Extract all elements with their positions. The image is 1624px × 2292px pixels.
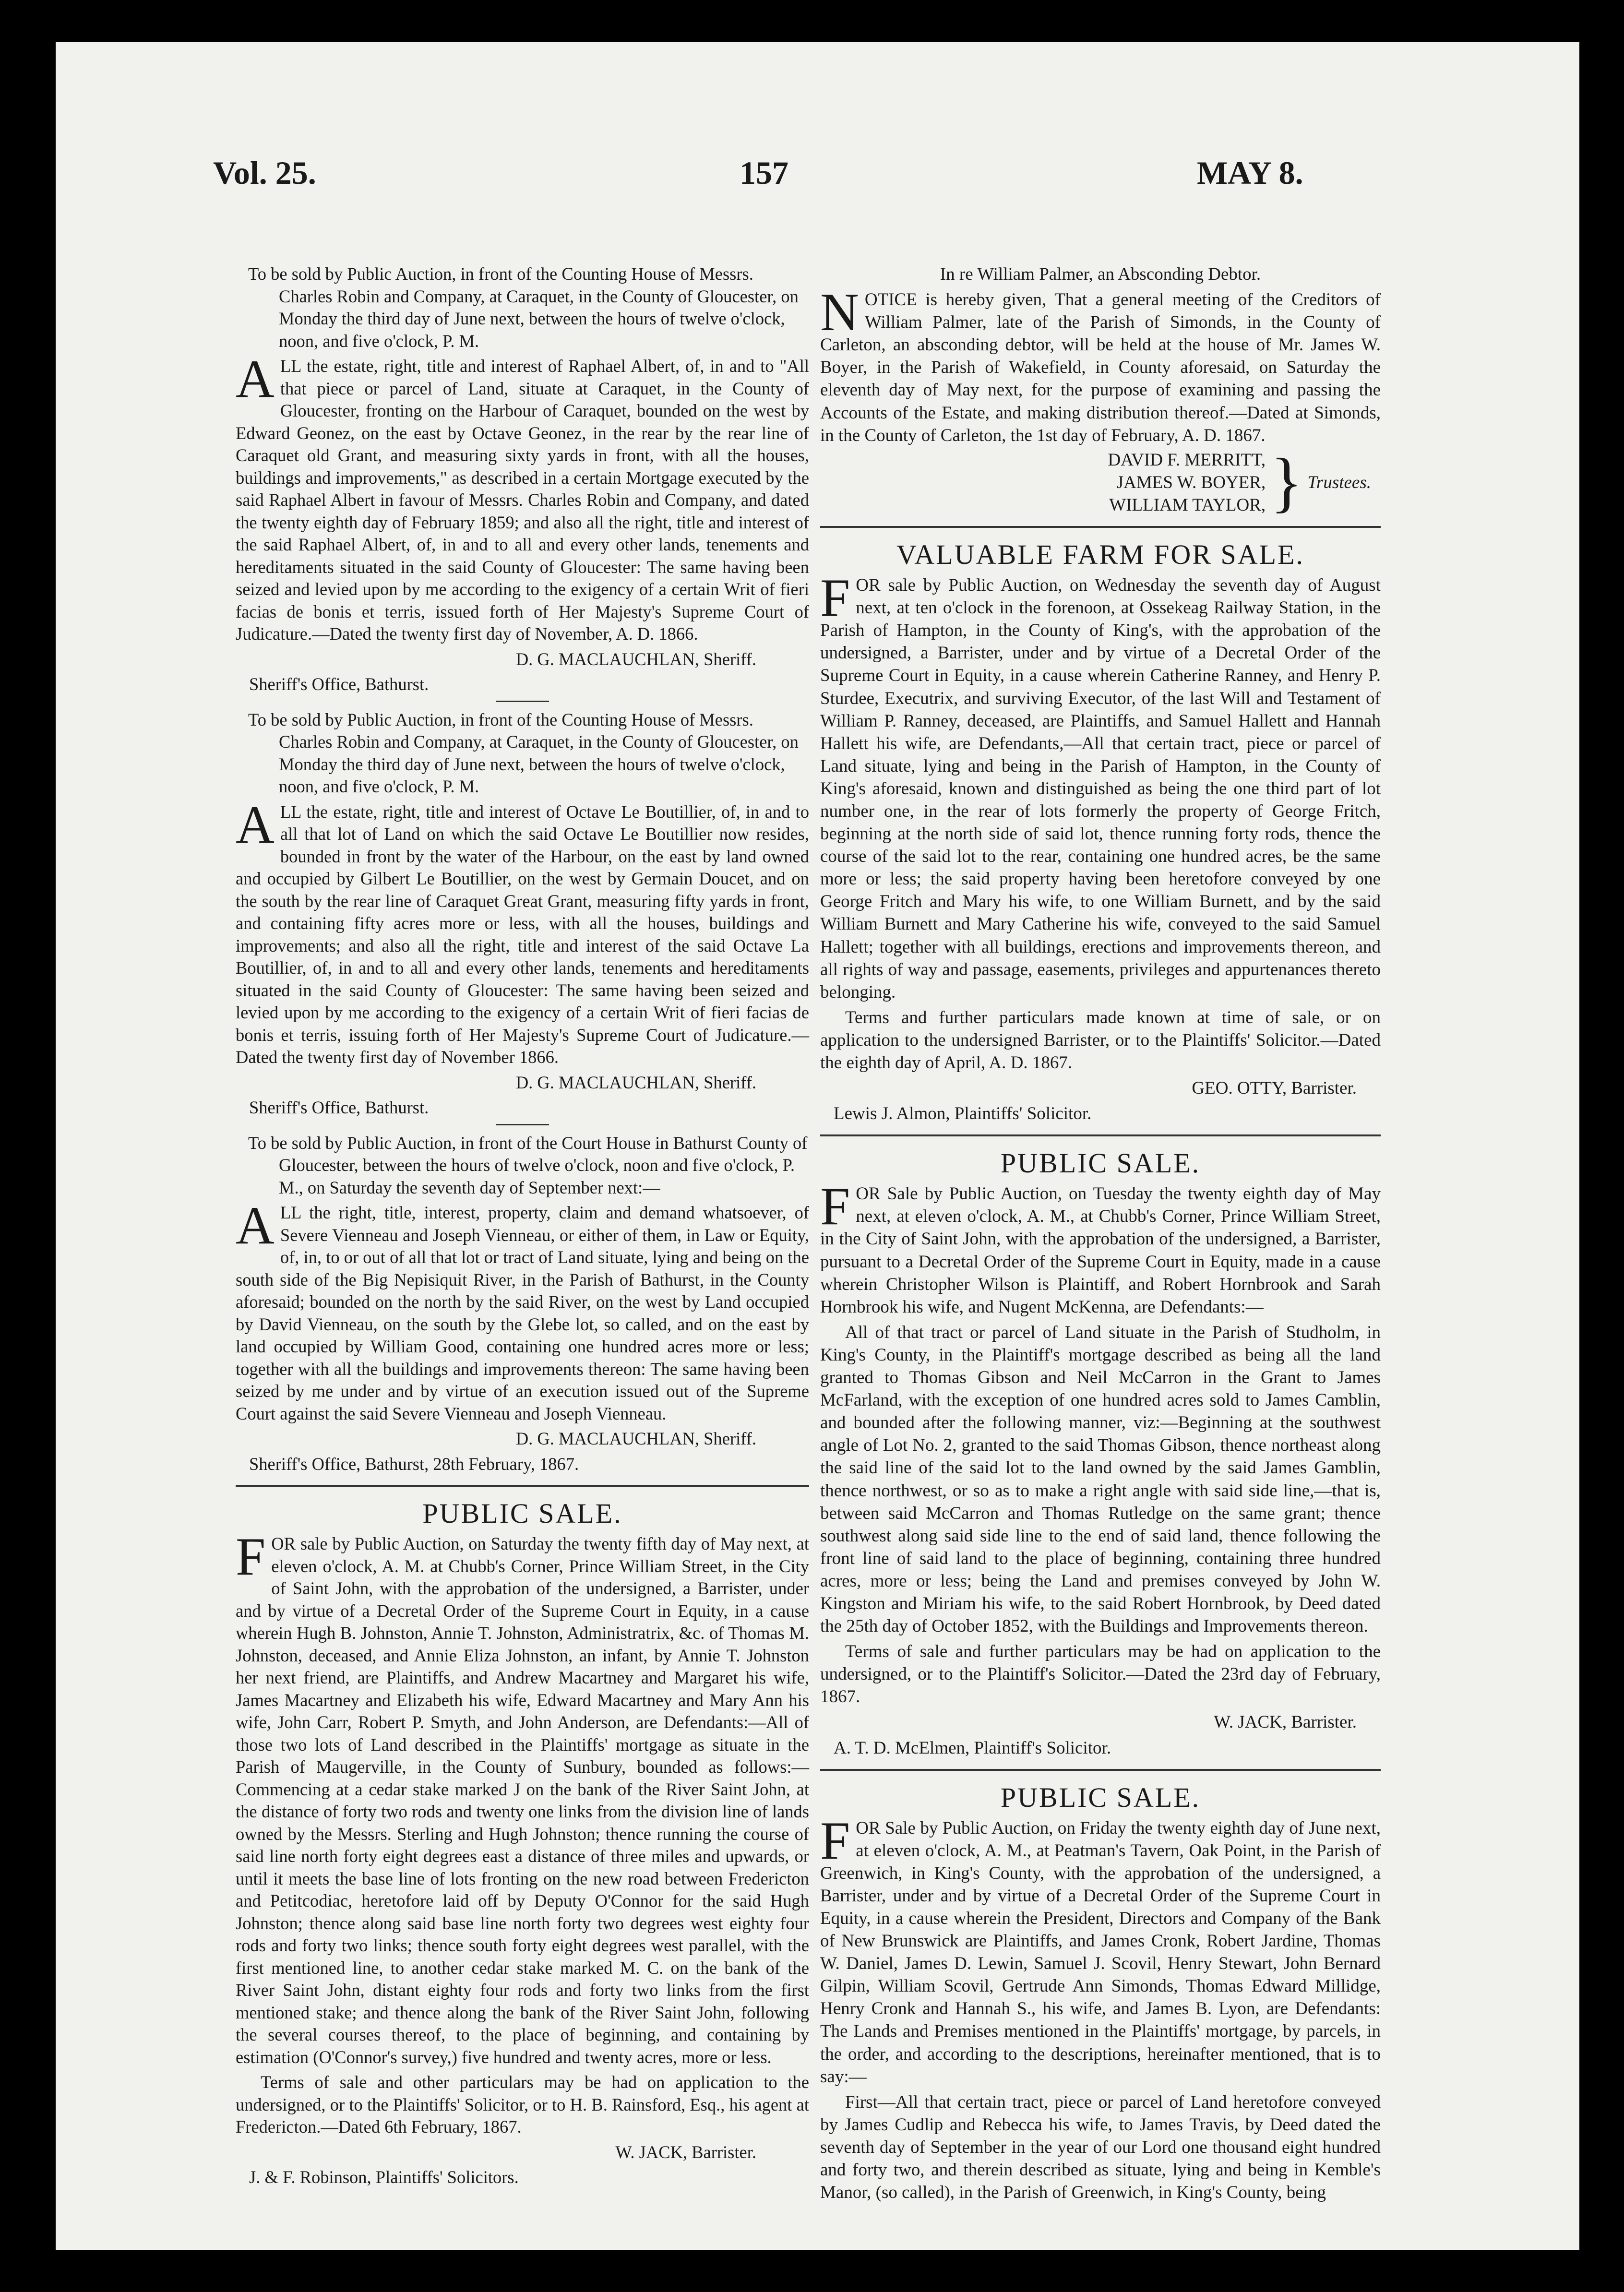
- solicitor-line: Lewis J. Almon, Plaintiffs' Solicitor.: [834, 1104, 1092, 1124]
- left-column: [236, 263, 809, 2189]
- notice-heading: In re William Palmer, an Absconding Debtor.: [940, 264, 1261, 284]
- trustee-name: JAMES W. BOYER,: [1116, 472, 1266, 492]
- sheriff-signature: D. G. MACLAUCHLAN, Sheriff.: [515, 1072, 756, 1092]
- notice-body: [820, 1177, 1381, 1318]
- page-number: 157: [740, 155, 788, 191]
- section-title: PUBLIC SALE.: [1000, 1147, 1201, 1179]
- notice-text: LL the estate, right, title and interest of Octave Le Boutillier, of, in and to all that lot of Land on which the said Octave Le Boutillier now resides, bounded in front by the water of the Harbour, on the east by land owned and occupied by Gilbert Le Boutillier, on the west by Germain Doucet, and on the south by the rear line of Caraquet Great Grant, measuring fifty yards in front, and containing fifty acres more or less, with all the houses, buildings and improvements; and also all the right, title and interest of the said Octave La Boutillier, of, in and to all and every other lands, tenements and hereditaments situated in the said County of Gloucester: The same having been seized and levied upon by me according to the exigency of a certain Writ of fieri facias de bonis et terris, issuing forth of Her Majesty's Supreme Court of Judicature.—Dated the twenty first day of November 1866.: [236, 801, 809, 1067]
- trustee-name: DAVID F. MERRITT,: [1108, 450, 1266, 470]
- newspaper-page: [56, 42, 1579, 2250]
- drop-cap: A: [236, 1196, 275, 1255]
- terms-text: Terms and further particulars made known at time of sale, or on application to the undersigned Barrister, or to the Plaintiffs' Solicitor.—Dated the eighth day of April, A. D. 1867.: [820, 1007, 1381, 1073]
- divider: [496, 1124, 549, 1125]
- divider: [496, 701, 549, 702]
- issue-date: MAY 8.: [1197, 155, 1303, 191]
- notice-body: [236, 1527, 809, 2068]
- drop-cap: F: [820, 1177, 850, 1237]
- sheriff-office: Sheriff's Office, Bathurst.: [249, 674, 429, 694]
- trustee-names: [1108, 449, 1266, 516]
- barrister-signature: W. JACK, Barrister.: [1214, 1712, 1357, 1732]
- solicitor-line: J. & F. Robinson, Plaintiffs' Solicitors.: [249, 2167, 519, 2187]
- terms-text: Terms of sale and other particulars may be had on application to the undersigned, or to the Plaintiffs' Solicitor, or to H. B. Rainsford, Esq., his agent at Fredericton.—Dated 6th February, 1867.: [236, 2072, 809, 2137]
- notice-text: All of that tract or parcel of Land situate in the Parish of Studholm, in King's County, in the Plaintiff's mortgage described as being all the land granted to Thomas Gibson and Neil McCarron in the Grant to James McFarland, with the exception of one hundred acres sold to James Camblin, and bounded after the following manner, viz:—Beginning at the southwest angle of Lot No. 2, granted to the said Thomas Gibson, thence northeast along the said line of the said lot to the land owned by the said James Gamblin, thence northwest, or so as to make a right angle with said side line,—that is, between said McCarron and Thomas Rutledge on the same grant; thence southwest along said side line to the end of said land, thence following the front line of said land to the place of beginning, containing three hundred acres, more or less; being the Land and premises conveyed by John W. Kingston and Miriam his wife, to the said Robert Hornbrook, by Deed dated the 25th day of October 1852, with the Buildings and Improvements thereon.: [820, 1322, 1381, 1636]
- volume-number: Vol. 25.: [213, 155, 316, 191]
- sheriff-signature: D. G. MACLAUCHLAN, Sheriff.: [515, 649, 756, 669]
- drop-cap: F: [820, 1811, 850, 1871]
- section-rule: [236, 1485, 809, 1487]
- notice-text: OR sale by Public Auction, on Wednesday the seventh day of August next, at ten o'clock in the forenoon, at Ossekeag Railway Station, in the Parish of Hampton, in the County of King's, with the approbation of the undersigned, a Barrister, under and by virtue of a Decretal Order of the Supreme Court in Equity, in a cause wherein Catherine Ranney, and Henry P. Sturdee, Executrix, and surviving Executor, of the last Will and Testament of William P. Ranney, deceased, are Plaintiffs, and Samuel Hallett and Hannah Hallett his wife, are Defendants,—All that certain tract, piece or parcel of Land situate, lying and being in the Parish of Hampton, in the County of King's aforesaid, known and distinguished as being the one third part of lot number one, in the rear of lots formerly the property of George Fritch, beginning at the north side of said lot, thence running forty rods, thence the course of the said lot to the rear, containing one hundred acres, be the same more or less; the said property having been heretofore conveyed by one George Fritch and Mary his wife, to one William Burnett, and by the said William Burnett and Mary Catherine his wife, conveyed to the said Samuel Hallett; together with all buildings, erections and improvements thereon, and all rights of way and passage, easements, privileges and appurtenances thereto belonging.: [820, 575, 1381, 1002]
- barrister-signature: W. JACK, Barrister.: [615, 2142, 756, 2162]
- trustees-label: Trustees.: [1307, 472, 1371, 492]
- notice-body: [236, 1196, 809, 1425]
- trustee-signatures: [820, 445, 1371, 520]
- notice-text: OR sale by Public Auction, on Saturday the twenty fifth day of May next, at eleven o'clock, A. M. at Chubb's Corner, Prince William Street, in the City of Saint John, with the approbation of the undersigned, a Barrister, under and by virtue of a Decretal Order of the Supreme Court in Equity, in a cause wherein Hugh B. Johnston, Annie T. Johnston, Administratrix, &c. of Thomas M. Johnston, deceased, and Annie Eliza Johnston, an infant, by Annie T. Johnston her next friend, are Plaintiffs, and Andrew Macartney and Margaret his wife, James Macartney and Elizabeth his wife, Edward Macartney and Mary Ann his wife, John Carr, Robert P. Smyth, and John Anderson, are Defendants:—All of those two lots of Land described in the Plaintiffs' mortgage as situate in the Parish of Maugerville, in the County of Sunbury, bounded as follows:—Commencing at a cedar stake marked J on the bank of the River Saint John, at the distance of forty two rods and twenty one links from the division line of lands owned by the Messrs. Sterling and Hugh Johnston; thence running the course of said line north forty eight degrees east a distance of three miles and upwards, or until it meets the base line of lots fronting on the new road between Fredericton and Petitcodiac, heretofore laid off by Deputy O'Connor for the said Hugh Johnston; thence along said base line north forty two degrees west eighty four rods and forty two links; thence south forty eight degrees west parallel, with the first mentioned line, to another cedar stake marked M. C. on the bank of the River Saint John, distant eighty four rods and forty two links from the first mentioned stake; and thence along the bank of the River Saint John, following the several courses thereof, to the place of beginning, and containing by estimation (O'Connor's survey,) five hundred and twenty acres, more or less.: [236, 1534, 809, 2067]
- section-title: VALUABLE FARM FOR SALE.: [896, 539, 1304, 571]
- notice-intro: To be sold by Public Auction, in front of the Court House in Bathurst County of Gloucester, between the hours of twelve o'clock, noon and five o'clock, P. M., on Saturday the seventh day of September next:—: [248, 1133, 808, 1197]
- notice-text: LL the right, title, interest, property, claim and demand whatsoever, of Severe Vienneau and Joseph Vienneau, or either of them, in Law or Equity, of, in, to or out of all that lot or tract of Land situate, lying and being on the south side of the Big Nepisiquit River, in the Parish of Bathurst, in the County aforesaid; bounded on the north by the said River, on the west by Land occupied by David Vienneau, on the south by the Glebe lot, so called, and on the east by land occupied by William Good, containing one hundred acres more or less; together with all the buildings and improvements thereon: The same having been seized by me under and by virtue of an execution issued out of the Supreme Court against the said Severe Vienneau and Joseph Vienneau.: [236, 1203, 809, 1423]
- notice-intro: To be sold by Public Auction, in front of the Counting House of Messrs. Charles Robin and Company, at Caraquet, in the County of Gloucester, on Monday the third day of June next, between the hours of twelve o'clock, noon, and five o'clock, P. M.: [248, 264, 799, 351]
- notice-text: First—All that certain tract, piece or parcel of Land heretofore conveyed by James Cudlip and Rebecca his wife, to James Travis, by Deed dated the seventh day of September in the year of our Lord one thousand eight hundred and forty two, and therein described as situate, lying and being in Kemble's Manor, (so called), in the Parish of Greenwich, in King's County, being: [820, 2092, 1381, 2203]
- notice-text: OR Sale by Public Auction, on Tuesday the twenty eighth day of May next, at eleven o'clock, A. M., at Chubb's Corner, Prince William Street, in the City of Saint John, with the approbation of the undersigned, a Barrister, pursuant to a Decretal Order of the Supreme Court in Equity, made in a cause wherein Christopher Wilson is Plaintiff, and Robert Hornbrook and Sarah Hornbrook his wife, and Nugent McKenna, are Defendants:—: [820, 1184, 1381, 1317]
- notice-intro: To be sold by Public Auction, in front of the Counting House of Messrs. Charles Robin and Company, at Caraquet, in the County of Gloucester, on Monday the third day of June next, between the hours of twelve o'clock, noon, and five o'clock, P. M.: [248, 709, 799, 796]
- section-rule: [820, 526, 1381, 528]
- notice-body: [820, 1811, 1381, 2088]
- notice-body: [820, 568, 1381, 1003]
- drop-cap: F: [236, 1527, 266, 1587]
- section-title: PUBLIC SALE.: [422, 1498, 622, 1529]
- drop-cap: A: [236, 349, 275, 409]
- sheriff-signature: D. G. MACLAUCHLAN, Sheriff.: [515, 1429, 756, 1448]
- notice-text: OR Sale by Public Auction, on Friday the twenty eighth day of June next, at eleven o'clock, A. M., at Peatman's Tavern, Oak Point, in the Parish of Greenwich, in King's County, with the approbation of the undersigned, a Barrister, under and by virtue of a Decretal Order of the Supreme Court in Equity, in a cause wherein the President, Directors and Company of the Bank of New Brunswick are Plaintiffs, and James Cronk, Robert Jardine, Thomas W. Daniel, James D. Lewin, Samuel J. Scovil, Henry Stewart, John Bernard Gilpin, William Scovil, Gertrude Ann Simonds, Thomas Edward Millidge, Henry Cronk and Hannah S., his wife, and James B. Lyon, are Defendants: The Lands and Premises mentioned in the Plaintiffs' mortgage, by parcels, in the order, and according to the descriptions, hereinafter mentioned, that is to say:—: [820, 1818, 1381, 2087]
- notice-body: [236, 795, 809, 1069]
- trustee-name: WILLIAM TAYLOR,: [1109, 495, 1266, 515]
- drop-cap: F: [820, 568, 850, 628]
- barrister-signature: GEO. OTTY, Barrister.: [1192, 1078, 1357, 1098]
- sheriff-office: Sheriff's Office, Bathurst.: [249, 1098, 429, 1117]
- terms-text: Terms of sale and further particulars may be had on application to the undersigned, or to the Plaintiff's Solicitor.—Dated the 23rd day of February, 1867.: [820, 1642, 1381, 1707]
- notice-text: OTICE is hereby given, That a general meeting of the Creditors of William Palmer, late of the Parish of Simonds, in the County of Carleton, an absconding debtor, will be held at the house of Mr. James W. Boyer, in the Parish of Wakefield, in County aforesaid, on Saturday the eleventh day of May next, for the purpose of examining and passing the Accounts of the Estate, and making distribution thereof.—Dated at Simonds, in the County of Carleton, the 1st day of February, A. D. 1867.: [820, 290, 1381, 445]
- section-rule: [820, 1769, 1381, 1771]
- notice-body: [236, 349, 809, 645]
- drop-cap: N: [820, 283, 859, 343]
- drop-cap: A: [236, 795, 275, 855]
- section-rule: [820, 1134, 1381, 1136]
- sheriff-office: Sheriff's Office, Bathurst, 28th February, 1867.: [249, 1454, 579, 1474]
- notice-text: LL the estate, right, title and interest of Raphael Albert, of, in and to "All that piece or parcel of Land, situate at Caraquet, in the County of Gloucester, fronting on the Harbour of Caraquet, bounded on the west by Edward Geonez, on the east by Octave Geonez, in the rear by the rear line of Caraquet old Grant, and measuring sixty yards in front, with all the houses, buildings and improvements," as described in a certain Mortgage executed by the said Raphael Albert in favour of Messrs. Charles Robin and Company, and dated the twenty eighth day of February 1859; and also all the right, title and interest of the said Raphael Albert, of, in and to all and every other lands, tenements and hereditaments situated in the said County of Gloucester: The same having been seized and levied upon by me according to the exigency of a certain Writ of fieri facias de bonis et terris, issued forth of Her Majesty's Supreme Court of Judicature.—Dated the twenty first day of November, A. D. 1866.: [236, 356, 809, 644]
- right-column: [820, 263, 1381, 2204]
- section-title: PUBLIC SALE.: [1000, 1781, 1201, 1813]
- notice-body: [820, 283, 1381, 447]
- solicitor-line: A. T. D. McElmen, Plaintiff's Solicitor.: [834, 1738, 1111, 1758]
- brace: }: [1270, 445, 1303, 520]
